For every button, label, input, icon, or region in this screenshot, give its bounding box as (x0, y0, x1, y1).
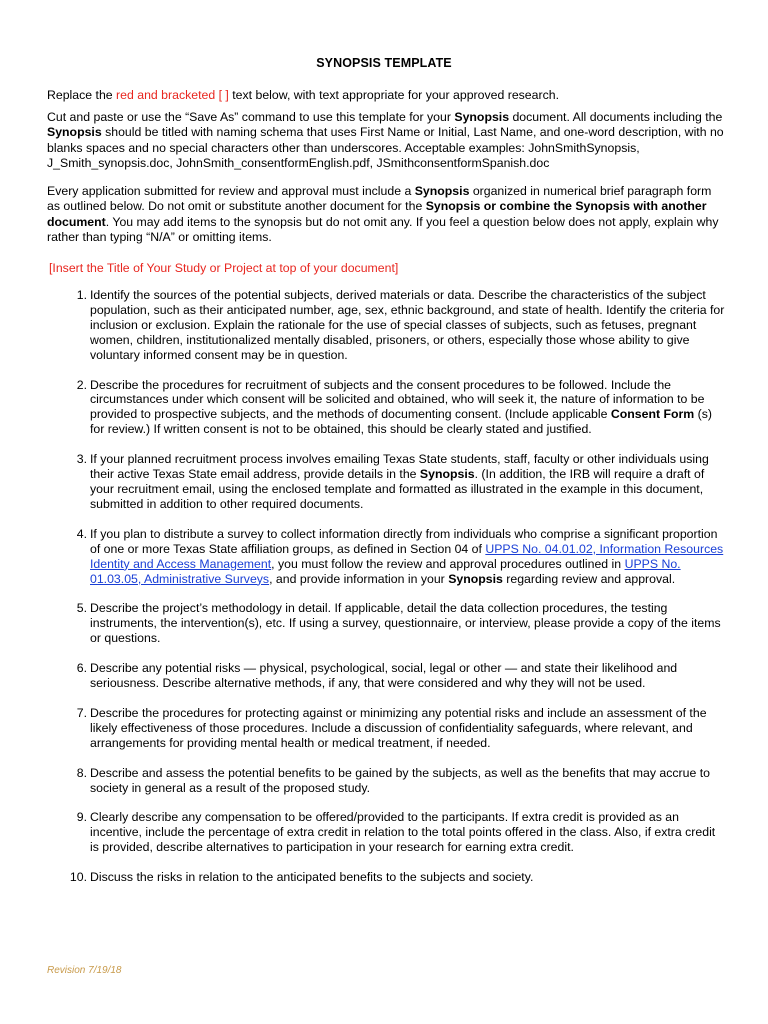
intro-suffix: text below, with text appropriate for your approved research. (228, 88, 559, 102)
intro-paragraph (47, 88, 727, 103)
item-text: Identify the sources of the potential subjects, derived materials or data. Describe the characteristics of the subject population, such as their anticipated number, age, sex, ethnic background, and state of health. Identify the criteria for inclusion or exclusion. Explain the rationale for the use of special classes of subjects, such as fetuses, pregnant women, children, institutionalized mentally disabled, prisoners, or others, especially those whose ability to give voluntary informed consent may be in question. (90, 288, 725, 362)
item-text: Describe the procedures for protecting against or minimizing any potential risks and include an assessment of the likely effectiveness of those procedures. Include a discussion of confidentiality safeguards, where relevant, and arrangements for providing mental health or medical treatment, if needed. (90, 705, 707, 750)
revision-footer: Revision 7/19/18 (47, 965, 122, 976)
item-2-text-post: (s) for review.) If written consent is not to be obtained, this should be clearly stated and justified. (90, 407, 713, 437)
item-4-text-mid2: , and provide information in your (269, 571, 449, 586)
every-app-text-1: Every application submitted for review and approval must include a (47, 184, 415, 198)
cut-paste-text-2: document. All documents including the (509, 110, 723, 124)
list-item (47, 706, 727, 751)
list-item (47, 288, 727, 363)
every-app-bold-1: Synopsis (414, 184, 470, 198)
item-number: 3. (76, 452, 87, 467)
cut-paste-text-1: Cut and paste or use the “Save As” command to use this template for your (47, 110, 455, 124)
item-2-text-pre: Describe the procedures for recruitment of subjects and the consent procedures to be followed. Include the circumstances under which consent will be solicited and obtained, who will seek it, the nature of information to be provided to prospective subjects, and the methods of documenting consent. (Include applicable (90, 377, 705, 422)
item-number: 5. (76, 601, 87, 616)
upps-identity-access-link[interactable]: UPPS No. 04.01.02, Information Resources Identity and Access Management (90, 541, 724, 571)
list-item (47, 661, 727, 691)
item-number: 4. (76, 526, 87, 541)
list-item (47, 378, 727, 438)
synopsis-items-list (47, 288, 727, 885)
item-text: Discuss the risks in relation to the anticipated benefits to the subjects and society. (90, 870, 534, 885)
list-item (47, 527, 727, 587)
item-number: 9. (76, 810, 87, 825)
item-number: 2. (76, 377, 87, 392)
item-4-text-post: regarding review and approval. (502, 571, 676, 586)
cut-paste-text-3: should be titled with naming schema that uses First Name or Initial, Last Name, and one-word description, with no blanks spaces and no special characters other than underscores. Acceptable examples: JohnSmithSynopsis, J_Smith_synopsis.doc, JohnSmith_consentformEnglish.pdf, JSmithconsentformSpanish.doc (47, 125, 724, 171)
cut-paste-bold-2: Synopsis (47, 125, 102, 140)
item-text: Clearly describe any compensation to be offered/provided to the participants. If extra credit is provided as an incentive, include the percentage of extra credit in relation to the total points offered in the class. Also, if extra credit is provided, describe alternatives to participation in your research for earning extra credit. (90, 810, 716, 855)
intro-red-text: red and bracketed [ ] (116, 88, 229, 102)
document-title: SYNOPSIS TEMPLATE (316, 56, 452, 70)
list-item (47, 452, 727, 512)
item-number: 1. (76, 288, 87, 302)
insert-title-placeholder: [Insert the Title of Your Study or Project at top of your document] (49, 261, 399, 275)
cut-paste-bold-1: Synopsis (454, 110, 510, 124)
item-4-bold: Synopsis (448, 571, 503, 586)
every-app-bold-2: Synopsis or combine the Synopsis with another document (47, 199, 707, 229)
item-3-text-pre: If your planned recruitment process involves emailing Texas State students, staff, faculty or other individuals using their active Texas State email address, provide details in the (90, 452, 709, 482)
item-text (87, 527, 727, 587)
item-text: Describe any potential risks — physical, psychological, social, legal or other — and state their likelihood and seriousness. Describe alternative methods, if any, that were considered and why they will not be used. (90, 661, 678, 691)
item-3-text-post: . (In addition, the IRB will require a draft of your recruitment email, using the enclosed template and formatted as illustrated in the example in this document, submitted in addition to other required documents. (90, 467, 705, 511)
every-app-text-3: . You may add items to the synopsis but do not omit any. If you feel a question below does not apply, explain why rather than typing “N/A” or omitting items. (47, 214, 719, 245)
every-app-text-2: organized in numerical brief paragraph form as outlined below. Do not omit or substitute another document for the (47, 184, 712, 214)
item-4-text-pre: If you plan to distribute a survey to collect information directly from individuals who comprise a significant proportion of one or more Texas State affiliation groups, as defined in Section 04 of (90, 526, 718, 556)
item-number: 10. (69, 870, 87, 885)
item-text (87, 378, 727, 438)
item-number: 6. (76, 661, 87, 676)
item-text: Describe the project’s methodology in detail. If applicable, detail the data collection procedures, the testing instruments, the intervention(s), etc. If using a survey, questionnaire, or interview, please provide a copy of the items or questions. (90, 601, 721, 646)
list-item (47, 870, 727, 885)
item-number: 7. (76, 705, 87, 720)
upps-administrative-surveys-link[interactable]: UPPS No. 01.03.05, Administrative Surveys (90, 556, 681, 586)
item-2-bold: Consent Form (610, 407, 695, 422)
list-item (47, 766, 727, 796)
intro-prefix: Replace the (47, 88, 117, 102)
item-3-bold: Synopsis (419, 467, 475, 482)
item-text (87, 452, 727, 512)
item-4-text-mid: , you must follow the review and approval procedures outlined in (271, 556, 625, 571)
every-application-paragraph (47, 184, 727, 246)
item-number: 8. (76, 765, 87, 780)
item-text: Describe and assess the potential benefits to be gained by the subjects, as well as the benefits that may accrue to society in general as a result of the proposed study. (90, 765, 710, 795)
cut-paste-paragraph (47, 110, 727, 172)
list-item (47, 601, 727, 646)
list-item (47, 810, 727, 855)
